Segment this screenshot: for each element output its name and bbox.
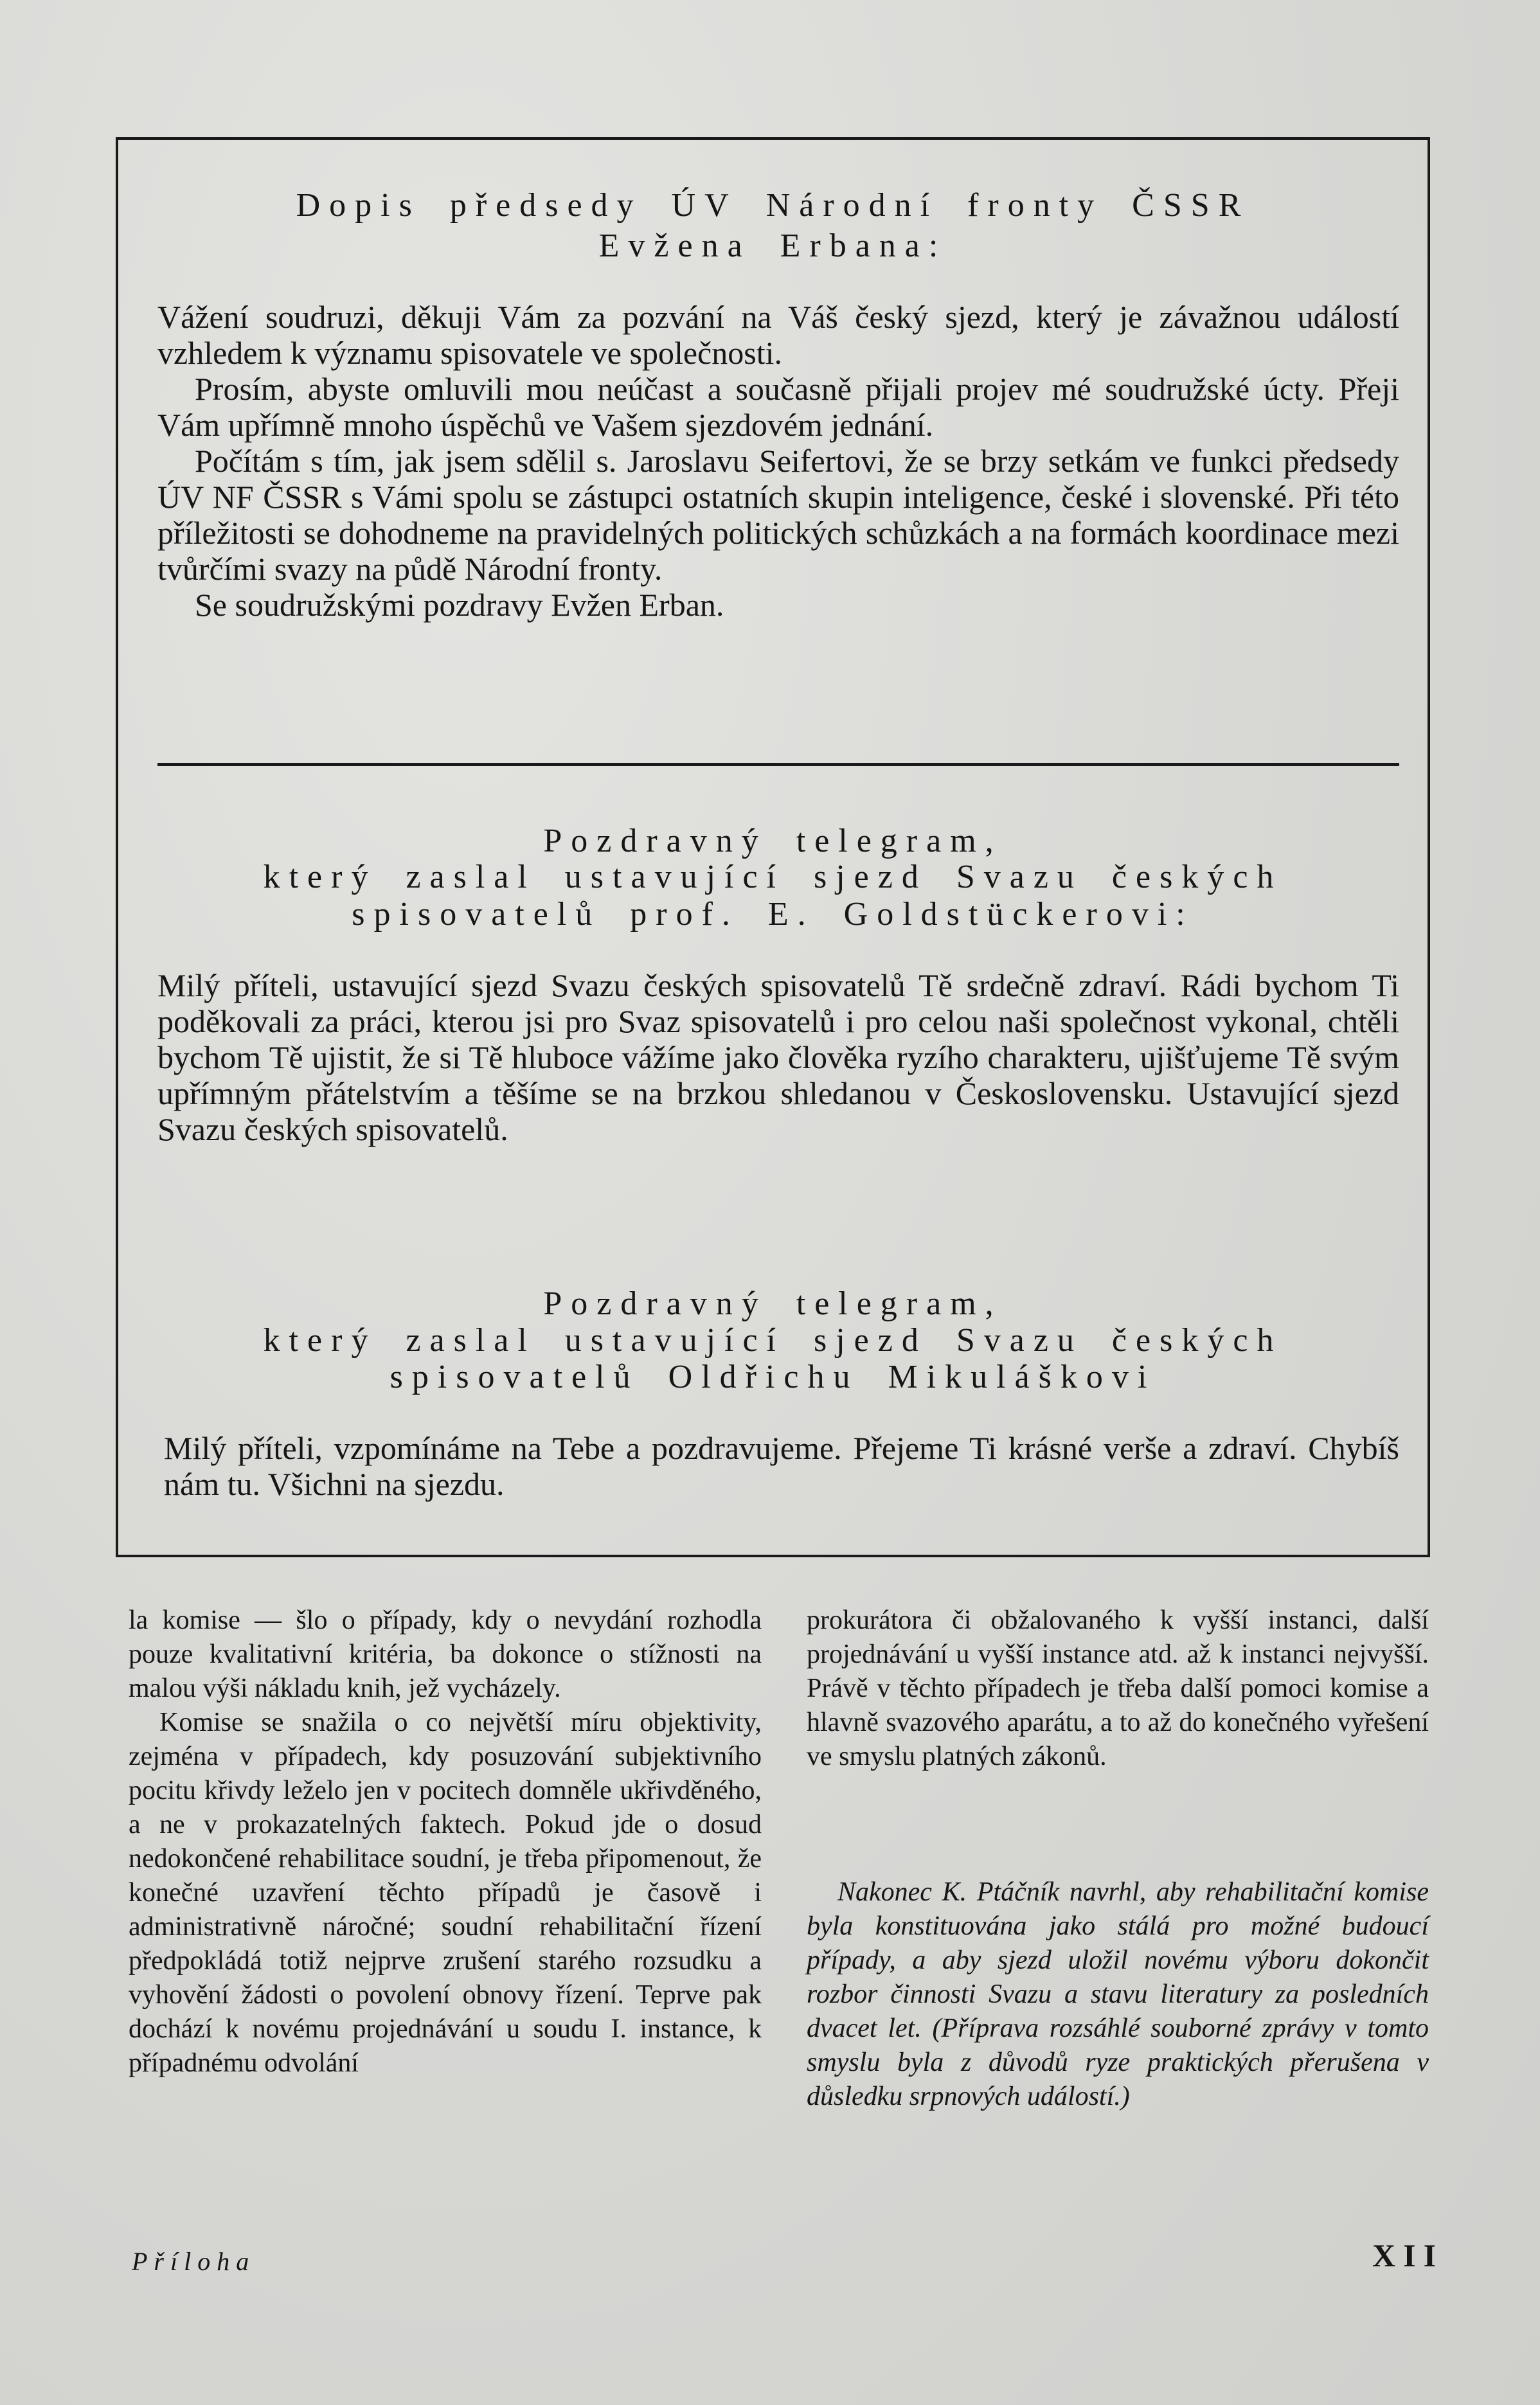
right-column [807,1604,1429,1774]
telegram2-title-line-2: který zaslal ustavující sjezd Svazu českých [263,1322,1283,1359]
telegram2-body [164,1430,1399,1502]
telegram2-title-line-1: Pozdravný telegram, [543,1285,1003,1322]
right-column-italic [807,1875,1429,2114]
telegram1-paragraph: Milý příteli, ustavující sjezd Svazu českých spisovatelů Tě srdečně zdraví. Rádi bychom Ti poděkovali za práci, kterou jsi pro Svaz spisovatelů i pro celou naši společnost vykonal, chtěli bychom Tě ujistit, že si Tě hluboce vážíme jako člověka ryzího charakteru, ujišťujeme Tě svým upřímným přátelstvím a těšíme se na brzkou shledanou v Československu. Ustavující sjezd Svazu českých spisovatelů. [157,967,1399,1147]
letter-title-line-2: Evžena Erbana: [598,228,947,264]
telegram2-title-line-3: spisovatelů Oldřichu Mikuláškovi [389,1359,1156,1395]
left-column-paragraph: Komise se snažila o co největší míru objektivity, zejména v případech, kdy posuzování subjektivního pocitu křivdy leželo jen v pocitech domněle ukřivděného, a ne v prokazatelných faktech. Pokud jde o dosud nedokončené rehabilitace soudní, je třeba připomenout, že konečné uzavření těchto případů je časově i administrativně náročné; soudní rehabilitační řízení předpokládá totiž nejprve zrušení starého rozsudku a vyhovění žádosti o povolení obnovy řízení. Teprve pak dochází k novému projednávání u soudu I. instance, k případnému odvolání [129,1708,762,2078]
letter-title-line-1: Dopis předsedy ÚV Národní fronty ČSSR [296,187,1250,224]
letter-paragraph: Vážení soudruzi, děkuji Vám za pozvání na Váš český sjezd, který je závažnou událostí vzhledem k významu spisovatele ve společnosti. [157,299,1399,371]
telegram1-title-line-2: který zaslal ustavující sjezd Svazu českých [263,859,1283,895]
letter-signature: Se soudružskými pozdravy Evžen Erban. [195,587,724,623]
letter-paragraph: Prosím, abyste omluvili mou neúčast a současně přijali projev mé soudružské úcty. Přeji Vám upřímně mnoho úspěchů ve Vašem sjezdovém jednání. [157,371,1399,443]
left-column-paragraph: la komise — šlo o případy, kdy o nevydání rozhodla pouze kvalitativní kritéria, ba dokonce o stížnosti na malou výši nákladu knih, jež vycházely. [129,1605,762,1703]
footer-label: Příloha [132,2247,256,2276]
page-number: XII [1372,2237,1444,2273]
letter-body [157,299,1399,623]
telegram1-title-line-3: spisovatelů prof. E. Goldstückerovi: [352,896,1194,933]
left-column [129,1604,762,2080]
right-column-italic-paragraph: Nakonec K. Ptáčník navrhl, aby rehabilitační komise byla konstituována jako stálá pro možné budoucí případy, a aby sjezd uložil novému výboru dokončit rozbor činnosti Svazu a stavu literatury za posledních dvacet let. (Příprava rozsáhlé souborné zprávy v tomto smyslu byla z důvodů ryze praktických přerušena v důsledku srpnových událostí.) [807,1877,1429,2111]
letter-paragraph: Počítám s tím, jak jsem sdělil s. Jaroslavu Seifertovi, že se brzy setkám ve funkci předsedy ÚV NF ČSSR s Vámi spolu se zástupci ostatních skupin inteligence, české i slovenské. Při této příležitosti se dohodneme na pravidelných politických schůzkách a na formách koordinace mezi tvůrčími svazy na půdě Národní fronty. [157,443,1399,587]
section-divider [157,763,1399,766]
telegram1-body [157,967,1399,1147]
telegram2-paragraph: Milý příteli, vzpomínáme na Tebe a pozdravujeme. Přejeme Ti krásné verše a zdraví. Chybíš nám tu. Všichni na sjezdu. [164,1430,1399,1502]
right-column-paragraph: prokurátora či obžalovaného k vyšší instanci, další projednávání u vyšší instance atd. až k instanci nejvyšší. Právě v těchto případech je třeba další pomoci komise a hlavně svazového aparátu, a to až do konečného vyřešení ve smyslu platných zákonů. [807,1605,1429,1771]
telegram1-title-line-1: Pozdravný telegram, [543,823,1003,859]
